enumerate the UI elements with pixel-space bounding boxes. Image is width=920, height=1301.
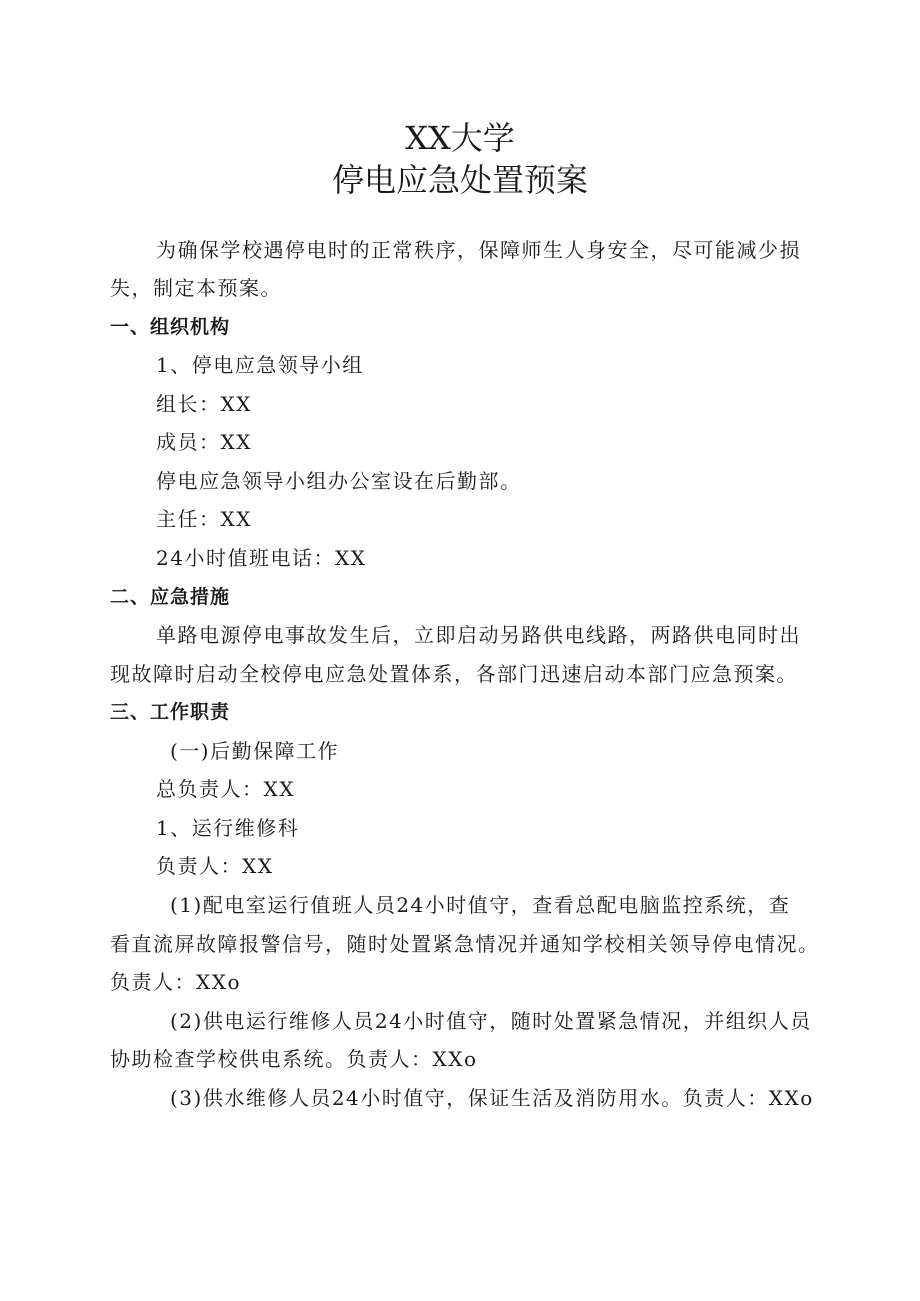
- section-heading-responsibilities: 三、工作职责: [110, 701, 231, 723]
- dept-operations-maintenance: 1、运行维修科: [156, 816, 300, 840]
- document-title: 停电应急处置预案: [331, 161, 588, 199]
- intro-paragraph-line-2: 失，制定本预案。: [110, 276, 282, 300]
- duty-item-3-line-1: (3)供水维修人员24小时值守，保证生活及消防用水。负责人：XXo: [170, 1086, 814, 1110]
- section-heading-emergency-measures: 二、应急措施: [110, 586, 231, 608]
- measures-paragraph-line-1: 单路电源停电事故发生后，立即启动另路供电线路，两路供电同时出: [156, 623, 801, 647]
- document-title-school: XX大学: [405, 119, 515, 157]
- intro-paragraph-line-1: 为确保学校遇停电时的正常秩序，保障师生人身安全，尽可能减少损: [156, 238, 801, 262]
- responsibility-subsection-logistics: (一)后勤保障工作: [170, 739, 340, 763]
- section-heading-organization: 一、组织机构: [110, 316, 231, 338]
- duty-item-1-line-1: (1)配电室运行值班人员24小时值守，查看总配电脑监控系统，查: [170, 893, 791, 917]
- org-leader: 组长：XX: [156, 392, 252, 416]
- org-item-leadership-group: 1、停电应急领导小组: [156, 353, 364, 377]
- measures-paragraph-line-2: 现故障时启动全校停电应急处置体系，各部门迅速启动本部门应急预案。: [110, 662, 798, 686]
- org-hotline: 24小时值班电话：XX: [156, 546, 367, 570]
- org-director: 主任：XX: [156, 507, 252, 531]
- duty-item-1-line-3: 负责人：XXo: [110, 970, 242, 994]
- duty-item-2-line-2: 协助检查学校供电系统。负责人：XXo: [110, 1047, 478, 1071]
- logistics-chief: 总负责人：XX: [156, 777, 295, 801]
- duty-item-2-line-1: (2)供电运行维修人员24小时值守，随时处置紧急情况，并组织人员: [170, 1009, 812, 1033]
- org-office: 停电应急领导小组办公室设在后勤部。: [156, 469, 522, 493]
- dept-operations-head: 负责人：XX: [156, 854, 274, 878]
- org-members: 成员：XX: [156, 430, 252, 454]
- duty-item-1-line-2: 看直流屏故障报警信号，随时处置紧急情况并通知学校相关领导停电情况。: [110, 932, 820, 956]
